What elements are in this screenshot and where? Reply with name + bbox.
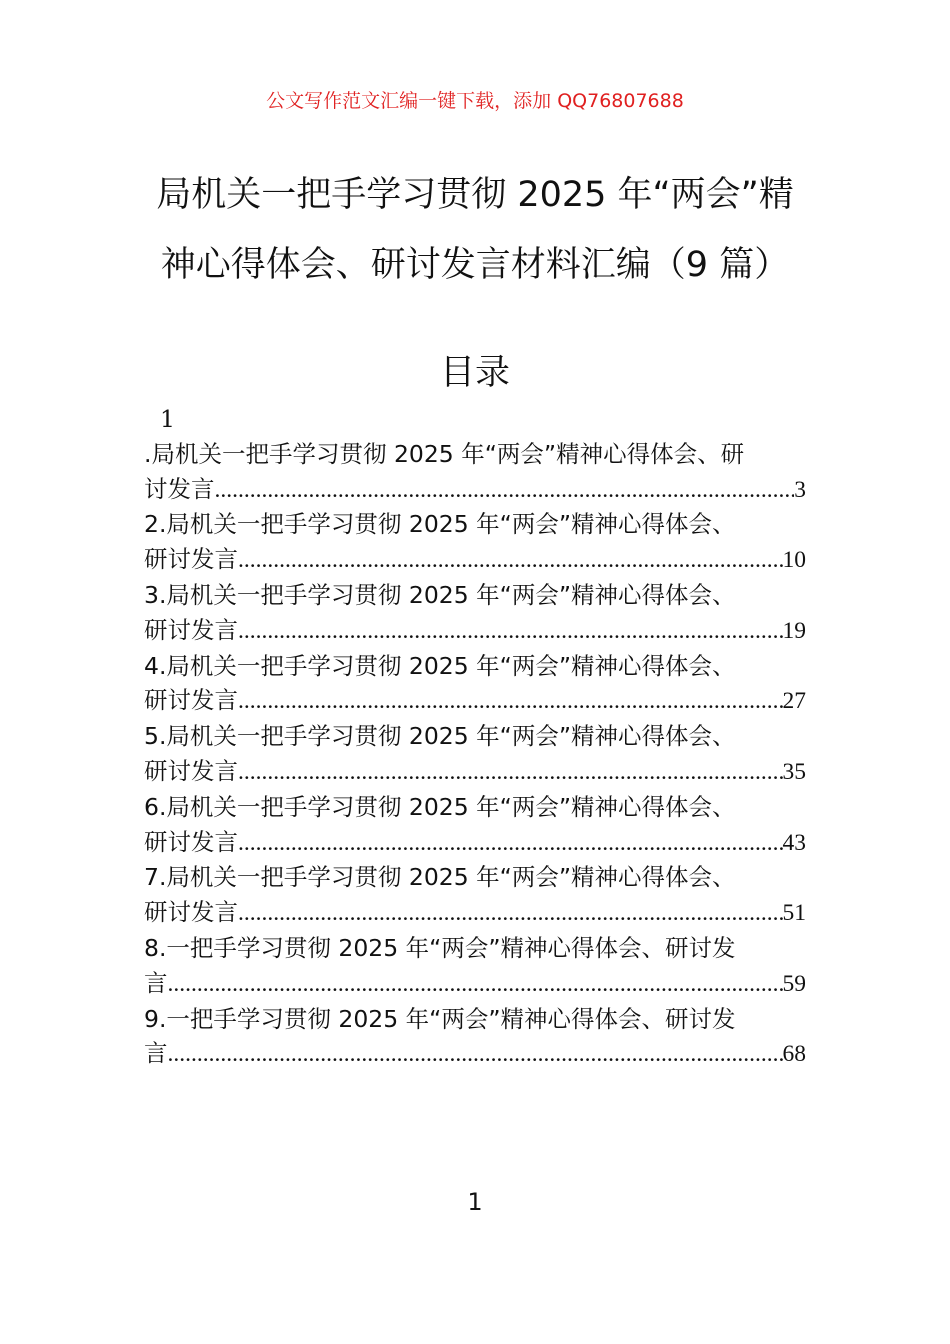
toc-entry-title-cont: 言: [144, 968, 168, 997]
toc-page-number: 10: [782, 547, 806, 574]
toc-entry-title-cont: 研讨发言: [144, 615, 238, 644]
toc-heading: 目录: [439, 353, 510, 393]
dot-leader: [238, 826, 783, 861]
download-banner: 公文写作范文汇编一键下载，添加 QQ76807688: [266, 90, 684, 112]
toc-entry-title: 2.局机关一把手学习贯彻 2025 年“两会”精神心得体会、: [144, 510, 736, 539]
dot-leader: [238, 755, 783, 790]
toc-entry-title-cont: 研讨发言: [144, 686, 238, 715]
toc-page-number: 35: [782, 758, 806, 785]
toc-entry-title: .局机关一把手学习贯彻 2025 年“两会”精神心得体会、研: [144, 439, 745, 468]
toc-entry-title-cont: 讨发言: [144, 474, 215, 503]
toc-entry-title-cont: 研讨发言: [144, 827, 238, 856]
dot-leader: [238, 684, 783, 719]
toc-entry-1-number: 1: [160, 405, 175, 433]
toc-page-number: 43: [782, 829, 806, 856]
toc-entry[interactable]: [144, 507, 806, 578]
toc-entry[interactable]: [144, 578, 806, 649]
toc-entry[interactable]: [144, 790, 806, 861]
toc-entry-title: 7.局机关一把手学习贯彻 2025 年“两会”精神心得体会、: [144, 863, 736, 892]
toc-entry[interactable]: [144, 1002, 806, 1073]
toc-entry-title: 3.局机关一把手学习贯彻 2025 年“两会”精神心得体会、: [144, 580, 736, 609]
title-line-1: 局机关一把手学习贯彻 2025 年“两会”精: [156, 175, 794, 215]
title-line-2: 神心得体会、研讨发言材料汇编（9 篇）: [160, 245, 790, 285]
toc-page-number: 19: [782, 617, 806, 644]
page-number: 1: [467, 1188, 483, 1216]
toc-page-number: 51: [782, 900, 806, 927]
toc-page-number: 59: [782, 970, 806, 997]
toc-page-number: 27: [782, 688, 806, 715]
dot-leader: [168, 967, 783, 1002]
table-of-contents: [144, 402, 806, 1072]
toc-entry-title-cont: 研讨发言: [144, 756, 238, 785]
dot-leader: [215, 473, 795, 508]
toc-entry-title: 4.局机关一把手学习贯彻 2025 年“两会”精神心得体会、: [144, 651, 736, 680]
toc-entry-title-cont: 研讨发言: [144, 545, 238, 574]
document-title: [120, 160, 830, 300]
toc-entry-title-cont: 言: [144, 1039, 168, 1068]
dot-leader: [238, 896, 783, 931]
dot-leader: [238, 543, 783, 578]
toc-page-number: 68: [782, 1041, 806, 1068]
toc-entry[interactable]: [144, 860, 806, 931]
toc-entry[interactable]: [144, 437, 806, 508]
toc-entry-title: 9.一把手学习贯彻 2025 年“两会”精神心得体会、研讨发: [144, 1004, 736, 1033]
dot-leader: [168, 1037, 783, 1072]
toc-entry[interactable]: [144, 931, 806, 1002]
toc-entry[interactable]: [144, 719, 806, 790]
dot-leader: [238, 614, 783, 649]
toc-entry-title: 5.局机关一把手学习贯彻 2025 年“两会”精神心得体会、: [144, 722, 736, 751]
toc-entry-title: 8.一把手学习贯彻 2025 年“两会”精神心得体会、研讨发: [144, 933, 736, 962]
toc-entry[interactable]: [144, 649, 806, 720]
toc-entry-title-cont: 研讨发言: [144, 898, 238, 927]
toc-page-number: 3: [794, 476, 806, 503]
toc-entry-title: 6.局机关一把手学习贯彻 2025 年“两会”精神心得体会、: [144, 792, 736, 821]
